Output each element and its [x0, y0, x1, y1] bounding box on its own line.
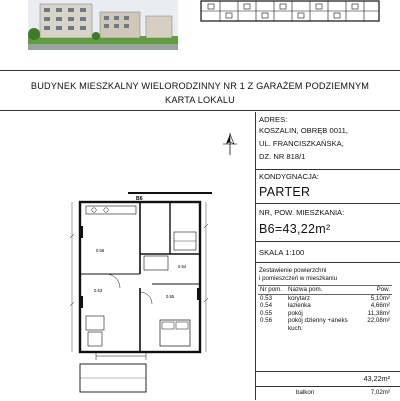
- divider: [256, 203, 400, 204]
- room-name: pokój: [288, 309, 303, 317]
- area-table: [258, 285, 392, 332]
- room-number: 0.56: [260, 317, 273, 324]
- room-label: 0.54: [178, 264, 187, 269]
- room-area: 11,38m²: [367, 309, 390, 317]
- unit-label: NR, POW. MIESZKANIA:: [259, 208, 345, 217]
- room-area: 4,66m²: [370, 302, 390, 309]
- divider: [256, 169, 400, 170]
- info-column-border: [255, 112, 256, 400]
- table-header-row: [258, 286, 392, 295]
- column-header: Nazwa pom.: [286, 286, 365, 295]
- divider: [256, 386, 400, 387]
- address-line-3: DZ. NR 818/1: [259, 152, 306, 161]
- column-header: Nr pom.: [258, 286, 286, 295]
- room-number: 0.55: [260, 309, 273, 317]
- divider: [256, 262, 400, 263]
- unit-value: B6=43,22m²: [259, 222, 331, 236]
- table-row: [258, 317, 392, 332]
- unit-floor-plan: [66, 192, 216, 396]
- top-rule: [0, 70, 400, 71]
- unit-tag: B6: [136, 196, 143, 202]
- divider: [256, 371, 400, 372]
- building-title: BUDYNEK MIESZKALNY WIELORODZINNY NR 1 Z GARAŻEM PODZIEMNYM: [30, 81, 370, 91]
- scale-label: SKALA 1:100: [259, 248, 305, 257]
- room-name: korytarz: [288, 294, 311, 302]
- column-header: Pow.: [365, 286, 392, 295]
- north-arrow-icon: [222, 132, 238, 156]
- address-line-1: KOSZALIN, OBRĘB 0011,: [259, 126, 348, 135]
- building-rendering: [28, 0, 178, 50]
- sheet-title: KARTA LOKALU: [165, 95, 235, 105]
- summary-title: Zestawienie powierzchni: [259, 267, 327, 274]
- room-name: łazienka: [288, 302, 311, 309]
- storey-value: PARTER: [259, 185, 311, 199]
- room-number: 0.54: [260, 302, 273, 309]
- total-area: 43,22m²: [363, 374, 390, 383]
- header-rule: [0, 110, 400, 111]
- table-row: [258, 310, 392, 318]
- room-area: 5,10m²: [370, 294, 390, 302]
- summary-subtitle: i pomieszczeń w mieszkaniu: [259, 275, 338, 282]
- room-number: 0.53: [260, 294, 273, 302]
- room-name: pokój dzienny +aneks kuch.: [288, 317, 348, 332]
- balcony-area: 7,02m²: [370, 389, 390, 396]
- room-area: 22,08m²: [367, 317, 390, 324]
- room-label: 0.53: [94, 288, 103, 293]
- room-label: 0.55: [166, 294, 175, 299]
- table-row: [258, 294, 392, 302]
- table-row: [258, 302, 392, 310]
- balcony-label: balkon: [296, 389, 315, 396]
- address-line-2: UL. FRANCISZKAŃSKA,: [259, 139, 344, 148]
- room-label: 0.56: [96, 248, 105, 253]
- building-floor-plan-thumbnail: [200, 0, 380, 22]
- address-label: ADRES:: [259, 115, 288, 124]
- storey-label: KONDYGNACJA:: [259, 172, 319, 181]
- divider: [256, 241, 400, 242]
